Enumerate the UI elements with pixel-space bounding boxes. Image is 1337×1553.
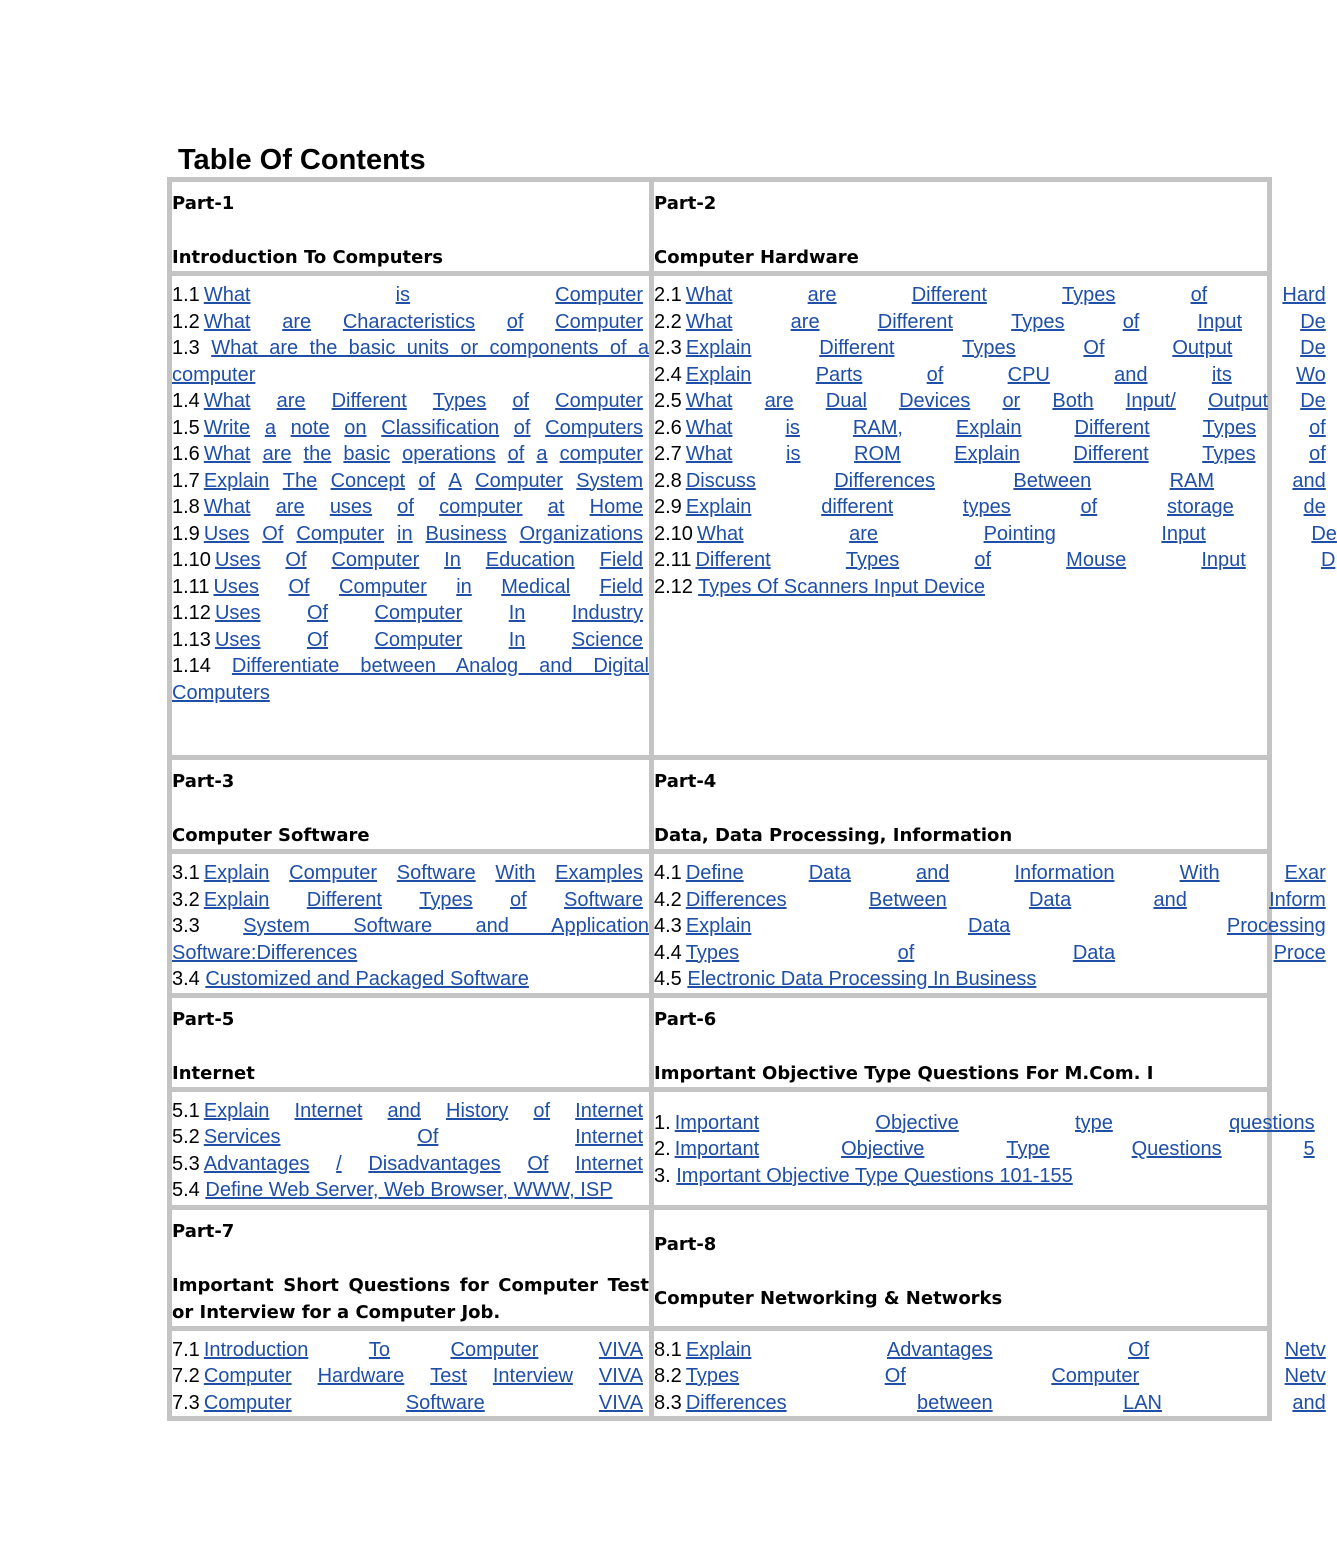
toc-link[interactable]: Write a note on Classification of Computers	[203, 416, 643, 439]
entry-number: 2.	[654, 1138, 671, 1160]
toc-link[interactable]: Electronic Data Processing In Business	[687, 968, 1037, 990]
entry-number: 1.12	[172, 602, 211, 624]
toc-link[interactable]: What are Dual Devices or Both Input/ Output De	[685, 390, 1326, 412]
toc-entry	[654, 441, 1326, 468]
entry-number: 4.1	[654, 862, 682, 884]
entry-number: 2.3	[654, 337, 682, 359]
entry-number: 5.2	[172, 1126, 200, 1148]
toc-entry	[654, 1337, 1326, 1364]
toc-link[interactable]: Explain Computer Software With Examples	[203, 862, 643, 884]
part-4-list	[652, 852, 1326, 996]
part-heading: Internet	[172, 1062, 255, 1084]
toc-entry	[172, 282, 649, 309]
entry-number: 1.10	[172, 549, 211, 571]
entry-number: 3.1	[172, 862, 200, 884]
toc-link[interactable]: What is RAM, Explain Different Types of	[685, 416, 1326, 439]
entry-number: 1.1	[172, 284, 200, 306]
toc-entry	[172, 1390, 649, 1417]
toc-entry	[172, 309, 649, 336]
entry-number: 1.8	[172, 496, 200, 518]
toc-entry	[172, 653, 649, 706]
entry-number: 2.7	[654, 443, 682, 465]
entry-number: 1.7	[172, 469, 200, 492]
entry-number: 2.12	[654, 575, 693, 598]
part-heading: Important Objective Type Questions For M.Com. I	[654, 1062, 1154, 1084]
toc-entry	[654, 309, 1326, 336]
entry-number: 5.1	[172, 1099, 200, 1122]
toc-entry	[172, 627, 649, 654]
entry-number: 4.2	[654, 888, 682, 911]
part-3-list	[170, 852, 652, 996]
toc-entry	[172, 547, 649, 574]
toc-entry	[654, 494, 1326, 521]
part-heading: Computer Networking & Networks	[654, 1287, 1003, 1309]
toc-entry	[654, 574, 1267, 601]
page-title: Table Of Contents	[178, 144, 426, 176]
part-7-list	[170, 1328, 652, 1419]
toc-entry	[172, 913, 649, 966]
entry-number: 2.10	[654, 522, 693, 545]
part-2-list	[652, 274, 1337, 758]
toc-entry	[172, 1363, 649, 1390]
toc-link[interactable]: Customized and Packaged Software	[205, 968, 529, 990]
part-heading: Computer Hardware	[654, 247, 859, 268]
part-1-header	[170, 180, 652, 274]
toc-entry	[172, 860, 649, 887]
part-7-header	[170, 1207, 652, 1328]
entry-number: 2.9	[654, 496, 682, 518]
toc-entry	[172, 494, 649, 521]
toc-link[interactable]: Uses Of Computer In Education Field	[214, 549, 643, 571]
toc-entry	[654, 1136, 1315, 1163]
part-2-header	[652, 180, 1270, 274]
toc-link[interactable]: Important Objective Type Questions 101-155	[676, 1164, 1073, 1187]
toc-table	[167, 177, 1337, 1421]
toc-entry	[654, 940, 1326, 967]
toc-entry	[172, 441, 649, 468]
toc-entry	[654, 966, 1267, 993]
toc-entry	[654, 913, 1326, 940]
entry-number: 7.2	[172, 1365, 200, 1387]
entry-number: 1.	[654, 1111, 671, 1134]
toc-link[interactable]: Types of Data Proce	[685, 941, 1326, 964]
entry-number: 1.13	[172, 628, 211, 651]
toc-link[interactable]: Important Objective type questions	[674, 1111, 1315, 1134]
entry-number: 1.5	[172, 416, 200, 439]
toc-link[interactable]: Explain Data Processing	[685, 915, 1326, 937]
toc-entry	[172, 574, 649, 601]
toc-link[interactable]: Differences between LAN and	[685, 1391, 1326, 1414]
toc-entry	[172, 1177, 649, 1204]
entry-number: 1.6	[172, 443, 200, 465]
part-label: Part-2	[654, 193, 717, 214]
part-6-list	[652, 1089, 1315, 1207]
entry-number: 7.1	[172, 1338, 200, 1361]
entry-number: 8.2	[654, 1365, 682, 1387]
toc-link[interactable]: Uses Of Computer In Industry	[214, 602, 643, 624]
part-label: Part-6	[654, 1008, 717, 1030]
toc-link[interactable]: Define Data and Information With Exar	[685, 862, 1326, 884]
toc-link[interactable]: System Software and Application Software:Differences	[172, 915, 649, 964]
toc-entry	[654, 362, 1326, 389]
entry-number: 7.3	[172, 1391, 200, 1414]
part-8-header	[652, 1207, 1270, 1328]
toc-link[interactable]: What are the basic operations of a computer	[203, 443, 643, 465]
part-6-header	[652, 995, 1270, 1089]
toc-link[interactable]: Explain The Concept of A Computer System	[203, 469, 643, 492]
entry-number: 1.11	[172, 575, 210, 598]
toc-link[interactable]: Discuss Differences Between RAM and	[685, 469, 1326, 492]
toc-entry	[172, 1124, 649, 1151]
toc-entry	[654, 1390, 1326, 1417]
toc-link[interactable]: Explain Different Types Of Output De	[685, 337, 1326, 359]
toc-link[interactable]: Different Types of Mouse Input D	[695, 549, 1336, 571]
toc-entry	[654, 521, 1337, 548]
toc-entry	[654, 282, 1326, 309]
part-5-list	[170, 1089, 652, 1207]
part-heading: Important Short Questions for Computer Test or Interview for a Computer Job.	[172, 1274, 649, 1323]
toc-entry	[172, 887, 649, 914]
toc-link[interactable]: What are uses of computer at Home	[203, 496, 643, 518]
toc-entry	[172, 1151, 649, 1178]
toc-link[interactable]: What are the basic units or components of a computer	[172, 337, 649, 386]
toc-entry	[654, 1163, 1267, 1190]
toc-link[interactable]: Define Web Server, Web Browser, WWW, ISP	[205, 1179, 613, 1201]
toc-link[interactable]: Differences Between Data and Inform	[685, 888, 1326, 911]
toc-link[interactable]: What are Different Types of Hard	[685, 284, 1326, 306]
toc-entry	[654, 415, 1326, 442]
entry-number: 5.4	[172, 1179, 200, 1201]
entry-number: 4.3	[654, 915, 682, 937]
entry-number: 2.6	[654, 416, 682, 439]
toc-link[interactable]: What are Different Types of Input De	[685, 310, 1326, 333]
toc-link[interactable]: Explain different types of storage de	[685, 496, 1326, 518]
toc-entry	[654, 887, 1326, 914]
part-3-header	[170, 758, 652, 852]
toc-link[interactable]: Advantages / Disadvantages Of Internet	[203, 1152, 643, 1175]
entry-number: 2.5	[654, 390, 682, 412]
entry-number: 1.4	[172, 390, 200, 412]
toc-entry	[172, 415, 649, 442]
toc-link[interactable]: Services Of Internet	[203, 1126, 643, 1148]
toc-link[interactable]: Introduction To Computer VIVA	[203, 1338, 643, 1361]
entry-number: 2.11	[654, 549, 692, 571]
part-label: Part-3	[172, 771, 235, 792]
entry-number: 4.4	[654, 941, 682, 964]
part-4-header	[652, 758, 1270, 852]
toc-entry	[654, 1363, 1326, 1390]
toc-entry	[654, 468, 1326, 495]
toc-link[interactable]: What are Pointing Input De	[696, 522, 1337, 545]
toc-entry	[172, 1337, 649, 1364]
toc-link[interactable]: Computer Software VIVA	[203, 1391, 643, 1414]
toc-entry	[654, 335, 1326, 362]
toc-entry	[172, 966, 649, 993]
entry-number: 8.1	[654, 1338, 682, 1361]
entry-number: 3.4	[172, 968, 200, 990]
toc-link[interactable]: What are Characteristics of Computer	[203, 310, 643, 333]
toc-entry	[172, 388, 649, 415]
entry-number: 1.3	[172, 337, 200, 359]
part-label: Part-5	[172, 1008, 235, 1030]
toc-entry	[172, 521, 649, 548]
toc-link[interactable]: Important Objective Type Questions 5	[674, 1138, 1315, 1160]
part-heading: Introduction To Computers	[172, 247, 443, 268]
entry-number: 3.	[654, 1164, 671, 1187]
entry-number: 2.4	[654, 363, 682, 386]
entry-number: 1.14	[172, 655, 211, 677]
toc-link[interactable]: Explain Different Types of Software	[203, 888, 643, 911]
entry-number: 8.3	[654, 1391, 682, 1414]
toc-entry	[654, 547, 1336, 574]
part-label: Part-7	[172, 1220, 235, 1242]
part-label: Part-8	[654, 1233, 717, 1255]
entry-number: 2.8	[654, 469, 682, 492]
toc-entry	[172, 468, 649, 495]
toc-entry	[654, 388, 1326, 415]
toc-entry	[172, 335, 649, 388]
toc-link[interactable]: Uses Of Computer In Science	[214, 628, 643, 651]
toc-link[interactable]: What is Computer	[203, 284, 643, 306]
entry-number: 1.9	[172, 522, 200, 545]
entry-number: 2.1	[654, 284, 682, 306]
part-8-list	[652, 1328, 1326, 1419]
toc-link[interactable]: Explain Internet and History of Internet	[203, 1099, 643, 1122]
part-1-list	[170, 274, 652, 758]
toc-link[interactable]: Computer Hardware Test Interview VIVA	[203, 1365, 643, 1387]
entry-number: 3.2	[172, 888, 200, 911]
entry-number: 3.3	[172, 915, 200, 937]
toc-link[interactable]: Explain Advantages Of Netv	[685, 1338, 1326, 1361]
part-label: Part-4	[654, 771, 717, 792]
entry-number: 4.5	[654, 968, 682, 990]
toc-link[interactable]: What are Different Types of Computer	[203, 390, 643, 412]
entry-number: 5.3	[172, 1152, 200, 1175]
part-heading: Computer Software	[172, 825, 370, 846]
toc-link[interactable]: Types Of Computer Netv	[685, 1365, 1326, 1387]
toc-entry	[654, 860, 1326, 887]
entry-number: 1.2	[172, 310, 200, 333]
toc-entry	[172, 600, 649, 627]
toc-link[interactable]: What is ROM Explain Different Types of	[685, 443, 1326, 465]
toc-link[interactable]: Explain Parts of CPU and its Wo	[685, 363, 1326, 386]
toc-link[interactable]: Uses Of Computer in Medical Field	[213, 575, 643, 598]
toc-link[interactable]: Types Of Scanners Input Device	[698, 575, 985, 598]
entry-number: 2.2	[654, 310, 682, 333]
toc-link[interactable]: Uses Of Computer in Business Organizations	[203, 522, 643, 545]
toc-entry	[172, 1098, 649, 1125]
toc-entry	[654, 1110, 1315, 1137]
part-heading: Data, Data Processing, Information	[654, 825, 1013, 846]
part-label: Part-1	[172, 193, 235, 214]
toc-link[interactable]: Differentiate between Analog and Digital Computers	[172, 655, 650, 704]
part-5-header	[170, 995, 652, 1089]
